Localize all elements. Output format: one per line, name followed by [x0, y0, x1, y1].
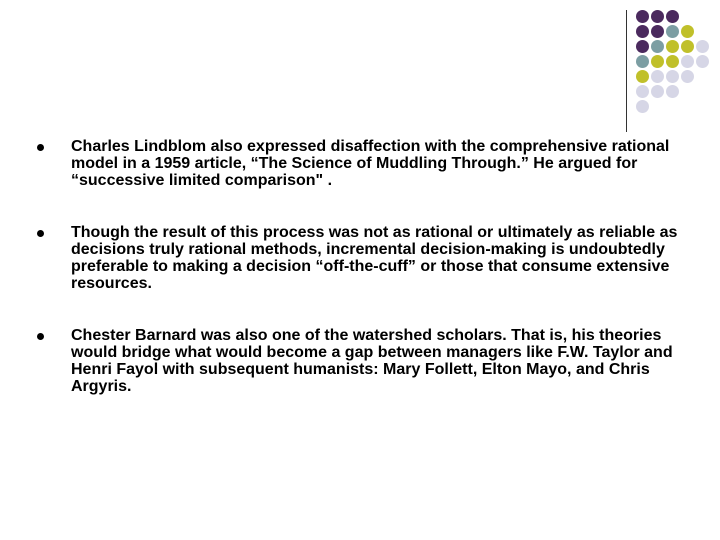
decorative-vertical-line	[626, 10, 627, 132]
bullet-item	[34, 138, 694, 189]
decorative-dot	[681, 55, 694, 68]
decorative-dot	[666, 25, 679, 38]
decorative-dot	[696, 55, 709, 68]
bullet-text: Chester Barnard was also one of the watershed scholars. That is, his theories would bridge what would become a gap between managers like F.W. Taylor and Henri Fayol with subsequent humanists: Mary Follett, Elton Mayo, and Chris Argyris.	[71, 327, 673, 395]
decorative-dot	[636, 10, 649, 23]
decorative-dot	[666, 70, 679, 83]
decorative-dot	[681, 40, 694, 53]
decorative-dot	[666, 10, 679, 23]
bullet-text: Charles Lindblom also expressed disaffection with the comprehensive rational model in a 1959 article, “The Science of Muddling Through.” He argued for “successive limited comparison" .	[71, 138, 670, 189]
decorative-dot	[651, 25, 664, 38]
decorative-dot	[666, 85, 679, 98]
decorative-dot	[666, 55, 679, 68]
decorative-dot	[651, 10, 664, 23]
decorative-dot	[666, 40, 679, 53]
bullet-dot-icon	[37, 144, 44, 151]
bullet-list	[34, 138, 694, 395]
bullet-item	[34, 224, 694, 292]
decorative-dot	[681, 70, 694, 83]
bullet-text: Though the result of this process was not as rational or ultimately as reliable as decisions truly rational methods, incremental decision-making is undoubtedly preferable to making a decision “off-the-cuff” or those that consume extensive resources.	[71, 224, 678, 292]
decorative-dot	[696, 40, 709, 53]
decorative-dot	[636, 40, 649, 53]
decorative-dot	[636, 100, 649, 113]
decorative-dot	[636, 70, 649, 83]
decorative-dot	[651, 85, 664, 98]
decorative-dot	[651, 40, 664, 53]
decorative-dot	[636, 55, 649, 68]
decorative-dot	[636, 85, 649, 98]
bullet-dot-icon	[37, 230, 44, 237]
decorative-dot	[651, 55, 664, 68]
bullet-dot-icon	[37, 333, 44, 340]
bullet-item	[34, 327, 694, 395]
decorative-dot	[681, 25, 694, 38]
decorative-dot	[636, 25, 649, 38]
decorative-dot	[651, 70, 664, 83]
decorative-dot-grid	[636, 10, 720, 122]
